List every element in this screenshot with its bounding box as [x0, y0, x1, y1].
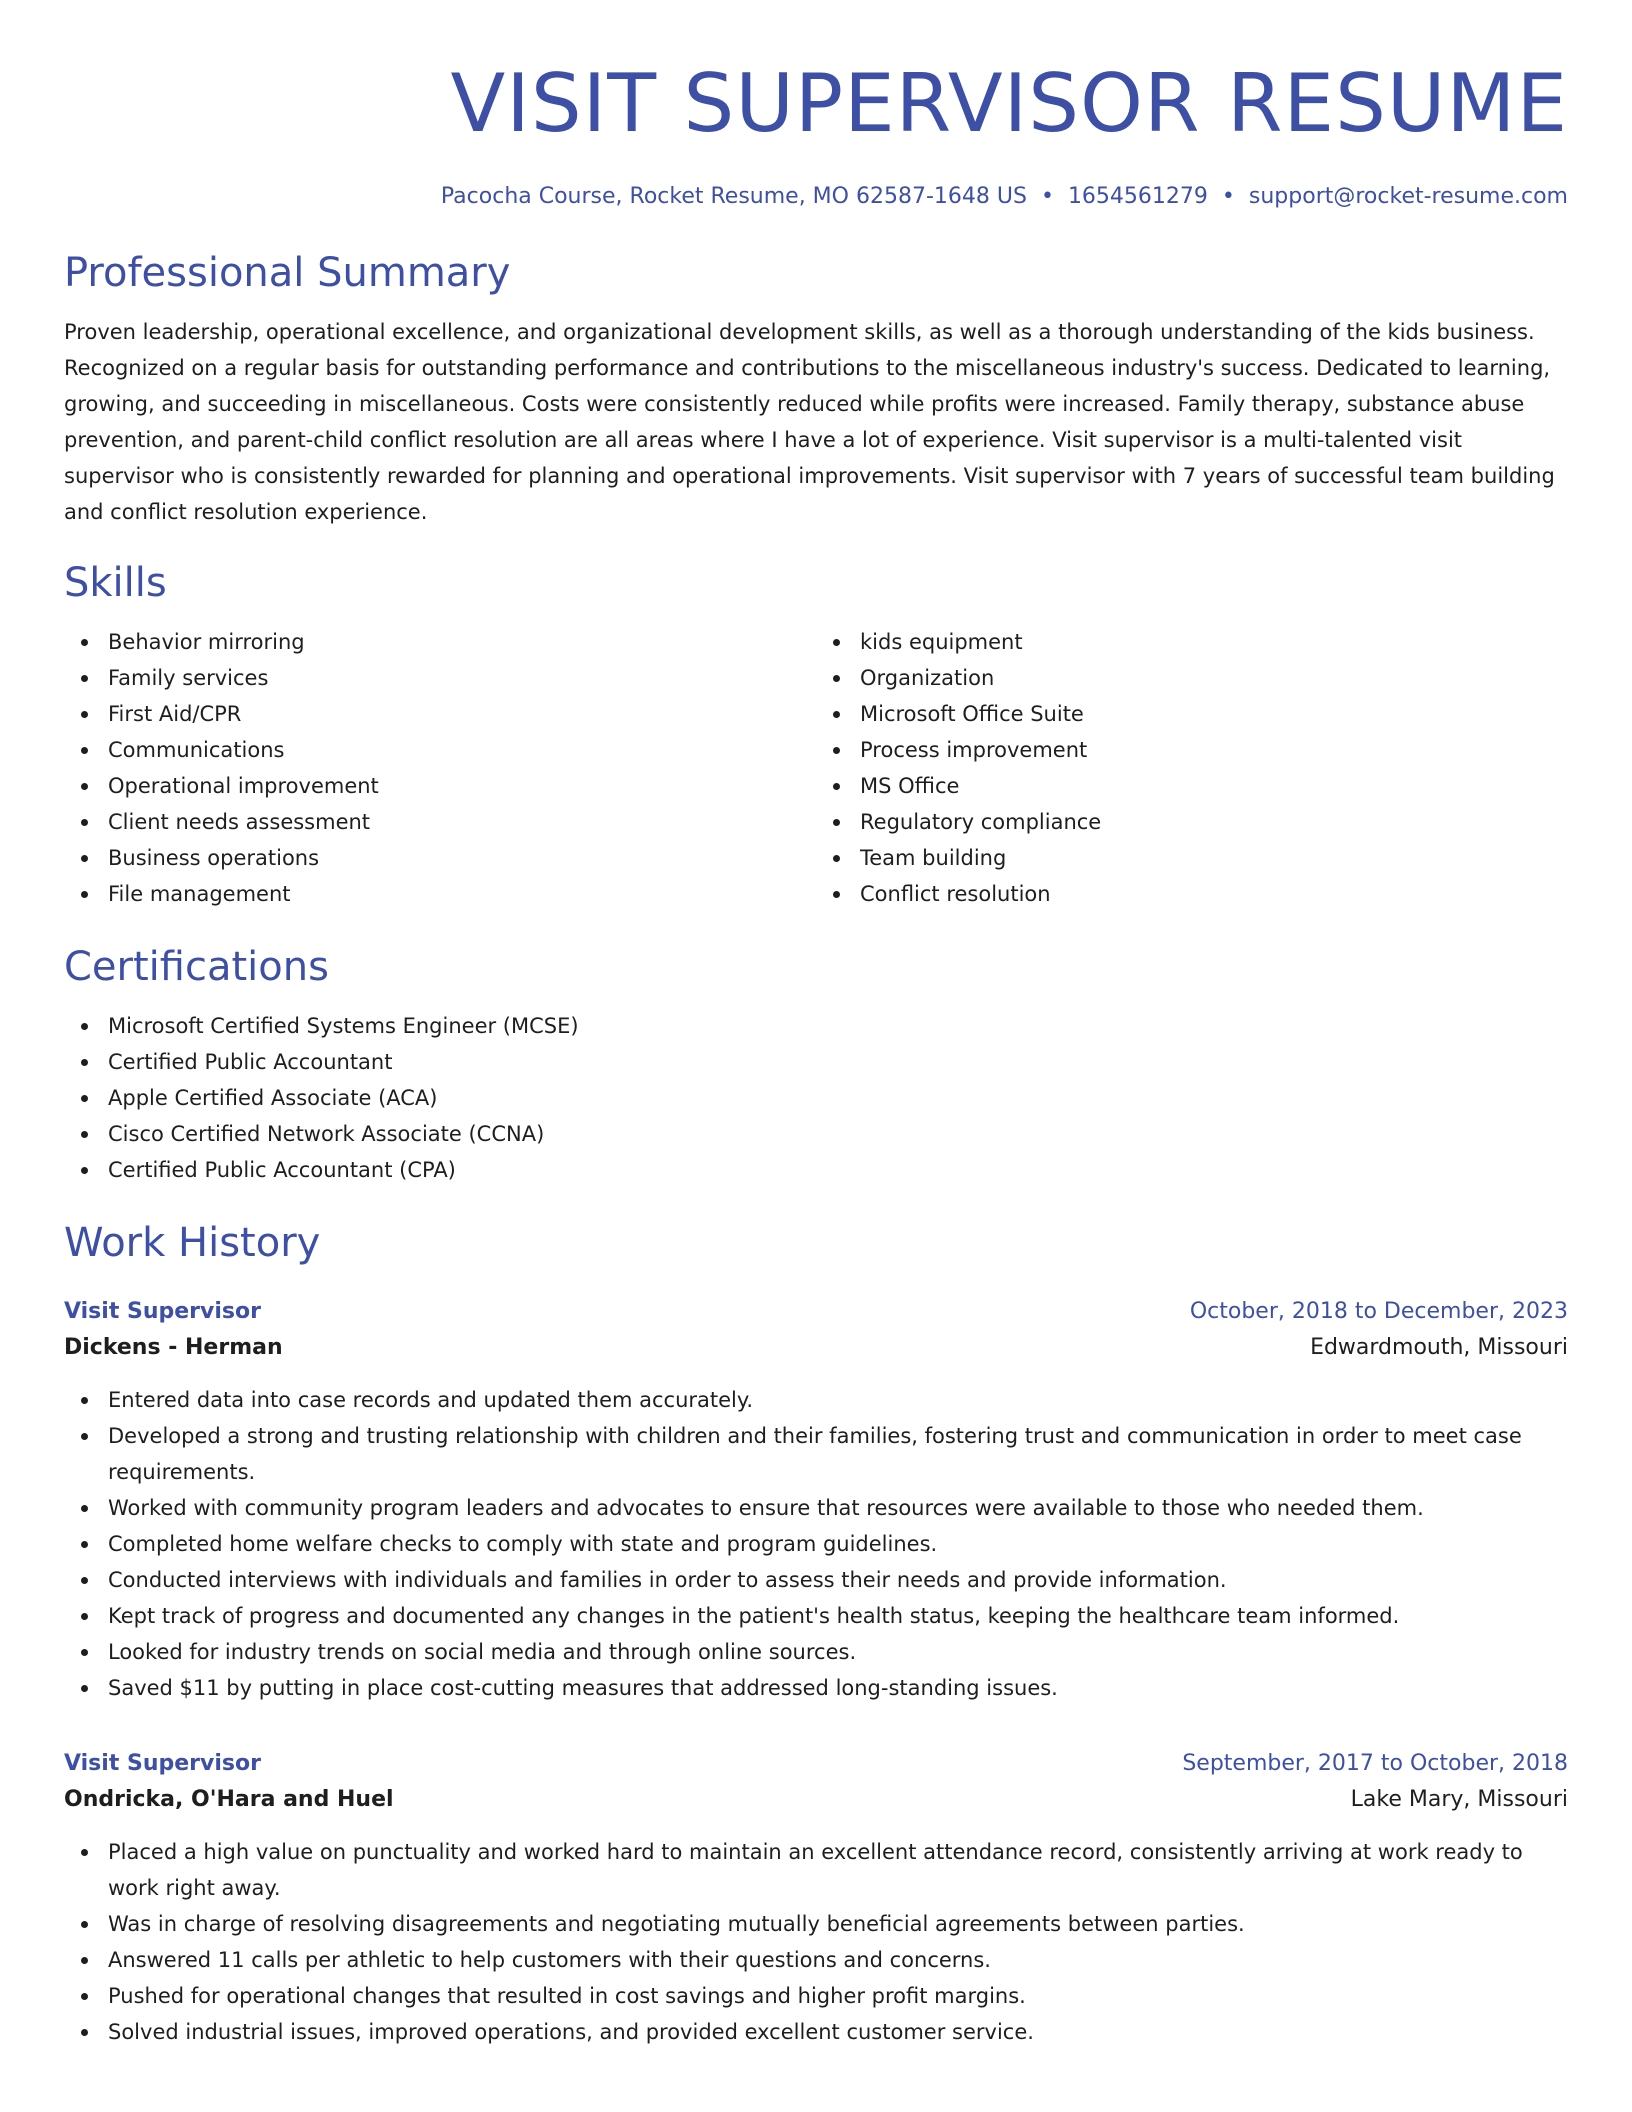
job-header-row — [64, 1294, 1568, 1330]
summary-text: Proven leadership, operational excellence, and organizational development skills, as well as a thorough understanding of the kids business. Recognized on a regular basis for outstanding performance and contributions to the miscellaneous industry's success. Dedicated to learning, growing, and succeeding in miscellaneous. Costs were consistently reduced while profits were increased. Family therapy, substance abuse prevention, and parent-child conflict resolution are all areas where I have a lot of experience. Visit supervisor is a multi-talented visit supervisor who is consistently rewarded for planning and operational improvements. Visit supervisor with 7 years of successful team building and conflict resolution experience. — [64, 320, 1555, 524]
job-duty-item: Was in charge of resolving disagreements and negotiating mutually beneficial agreements between parties. — [64, 1906, 1568, 1942]
job-duty-item: Conducted interviews with individuals and families in order to assess their needs and provide information. — [64, 1562, 1568, 1598]
job-company: Dickens - Herman — [64, 1335, 283, 1360]
skill-item: Communications — [64, 732, 816, 768]
skills-column-right — [816, 624, 1568, 912]
job-duty-item: Placed a high value on punctuality and worked hard to maintain an excellent attendance record, consistently arriving at work ready to work right away. — [64, 1834, 1568, 1906]
job-dates: October, 2018 to December, 2023 — [1189, 1299, 1568, 1324]
certification-item: Apple Certified Associate (ACA) — [64, 1080, 1568, 1116]
job-entry — [64, 1294, 1568, 1706]
skill-item: Conflict resolution — [816, 876, 1568, 912]
job-duty-item: Worked with community program leaders and advocates to ensure that resources were available to those who needed them. — [64, 1490, 1568, 1526]
certification-item: Certified Public Accountant (CPA) — [64, 1152, 1568, 1188]
job-duty-item: Entered data into case records and updated them accurately. — [64, 1382, 1568, 1418]
skill-item: Family services — [64, 660, 816, 696]
job-duty-item: Looked for industry trends on social media and through online sources. — [64, 1634, 1568, 1670]
skills-list-left — [64, 624, 816, 912]
skill-item: Organization — [816, 660, 1568, 696]
job-entry — [64, 1746, 1568, 2050]
job-company-row — [64, 1330, 1568, 1366]
skill-item: MS Office — [816, 768, 1568, 804]
contact-line — [64, 182, 1568, 212]
skill-item: Business operations — [64, 840, 816, 876]
certification-item: Microsoft Certified Systems Engineer (MCSE) — [64, 1008, 1568, 1044]
summary-section — [64, 248, 1568, 530]
job-duties-list — [64, 1834, 1568, 2050]
job-title: Visit Supervisor — [64, 1299, 261, 1324]
job-dates: September, 2017 to October, 2018 — [1182, 1751, 1568, 1776]
job-duty-item: Developed a strong and trusting relationship with children and their families, fostering trust and communication in order to meet case requirements. — [64, 1418, 1568, 1490]
job-header-row — [64, 1746, 1568, 1782]
contact-separator: • — [1221, 184, 1235, 209]
skills-column-left — [64, 624, 816, 912]
job-title: Visit Supervisor — [64, 1751, 261, 1776]
contact-address: Pacocha Course, Rocket Resume, MO 62587-1648 US — [440, 184, 1027, 209]
job-duty-item: Saved $11 by putting in place cost-cutting measures that addressed long-standing issues. — [64, 1670, 1568, 1706]
job-location: Edwardmouth, Missouri — [1310, 1335, 1568, 1360]
work-history-section — [64, 1218, 1568, 2050]
skill-item: Microsoft Office Suite — [816, 696, 1568, 732]
skill-item: Behavior mirroring — [64, 624, 816, 660]
job-duty-item: Solved industrial issues, improved operations, and provided excellent customer service. — [64, 2014, 1568, 2050]
certification-item: Cisco Certified Network Associate (CCNA) — [64, 1116, 1568, 1152]
certifications-section — [64, 942, 1568, 1188]
certifications-heading: Certifications — [64, 944, 329, 990]
contact-email: support@rocket-resume.com — [1248, 184, 1568, 209]
job-duties-list — [64, 1382, 1568, 1706]
resume-title: VISIT SUPERVISOR RESUME — [450, 57, 1568, 150]
summary-heading: Professional Summary — [64, 250, 511, 296]
skills-section — [64, 558, 1568, 912]
job-duty-item: Kept track of progress and documented any changes in the patient's health status, keeping the healthcare team informed. — [64, 1598, 1568, 1634]
certification-item: Certified Public Accountant — [64, 1044, 1568, 1080]
skill-item: Operational improvement — [64, 768, 816, 804]
job-duty-item: Completed home welfare checks to comply with state and program guidelines. — [64, 1526, 1568, 1562]
job-company-row — [64, 1782, 1568, 1818]
skill-item: File management — [64, 876, 816, 912]
skills-list-right — [816, 624, 1568, 912]
contact-separator: • — [1040, 184, 1054, 209]
job-duty-item: Answered 11 calls per athletic to help customers with their questions and concerns. — [64, 1942, 1568, 1978]
job-company: Ondricka, O'Hara and Huel — [64, 1787, 394, 1812]
job-duty-item: Pushed for operational changes that resulted in cost savings and higher profit margins. — [64, 1978, 1568, 2014]
skill-item: kids equipment — [816, 624, 1568, 660]
skill-item: Team building — [816, 840, 1568, 876]
job-location: Lake Mary, Missouri — [1350, 1787, 1568, 1812]
skill-item: Regulatory compliance — [816, 804, 1568, 840]
contact-phone: 1654561279 — [1067, 184, 1208, 209]
skill-item: First Aid/CPR — [64, 696, 816, 732]
skill-item: Client needs assessment — [64, 804, 816, 840]
skill-item: Process improvement — [816, 732, 1568, 768]
certifications-list — [64, 1008, 1568, 1188]
skills-heading: Skills — [64, 560, 167, 606]
skills-grid — [64, 624, 1568, 912]
work-history-heading: Work History — [64, 1220, 321, 1266]
